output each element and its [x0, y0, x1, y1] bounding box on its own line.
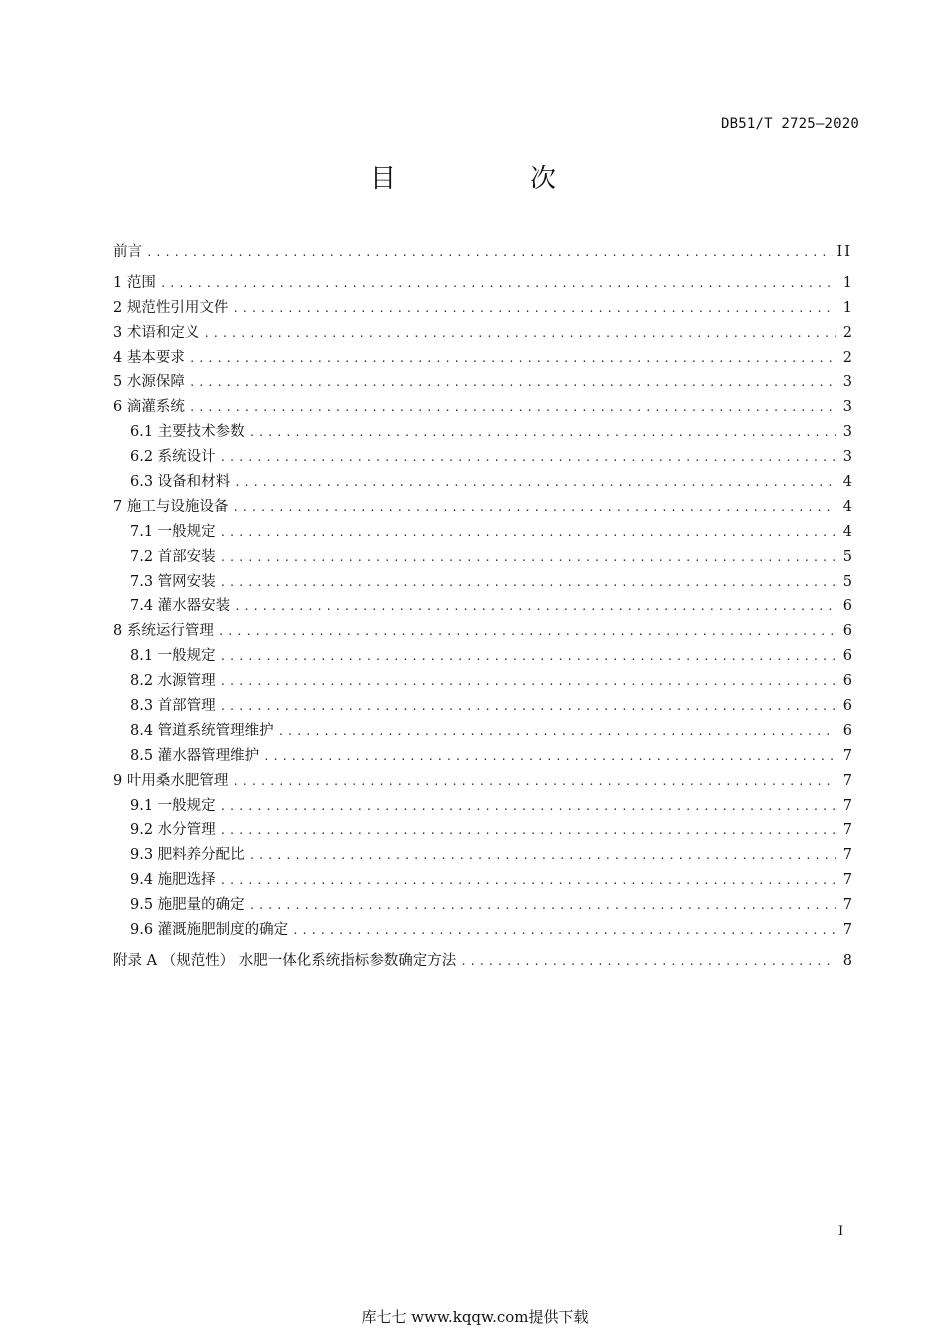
toc-dot-leader: [460, 950, 836, 975]
toc-entry-label: 9.5 施肥量的确定: [130, 897, 245, 914]
toc-dot-leader: [220, 695, 836, 720]
toc-entry-page: 6: [842, 623, 852, 640]
toc-entry-9-6[interactable]: [113, 918, 852, 943]
toc-entry-page: 7: [842, 922, 852, 939]
toc-entry-label: 6 滴灌系统: [113, 399, 185, 416]
toc-entry-label: 8.5 灌水器管理维护: [130, 747, 260, 764]
toc-entry-label: 附录 A （规范性） 水肥一体化系统指标参数确定方法: [113, 952, 457, 969]
toc-dot-leader: [189, 396, 836, 421]
toc-entry-page: 3: [842, 424, 852, 441]
toc-title: 目 次: [369, 164, 610, 194]
toc-dot-leader: [189, 371, 836, 396]
toc-entry-label: 9 叶用桑水肥管理: [113, 772, 229, 789]
toc-entry-page: 3: [842, 374, 852, 391]
toc-entry-9-2[interactable]: [113, 818, 852, 843]
toc-entry-label: 8.3 首部管理: [130, 698, 216, 715]
toc-dot-leader: [249, 894, 836, 919]
toc-entry-label: 3 术语和定义: [113, 324, 200, 341]
toc-dot-leader: [249, 844, 836, 869]
toc-entry-page: 4: [842, 498, 852, 515]
toc-entry-label: 6.1 主要技术参数: [130, 424, 245, 441]
toc-entry-2[interactable]: [113, 296, 852, 321]
toc-entry-7-2[interactable]: [113, 545, 852, 570]
toc-entry-6-1[interactable]: [113, 420, 852, 445]
toc-dot-leader: [249, 421, 836, 446]
toc-entry-label: 前言: [113, 244, 142, 260]
toc-entry-8-2[interactable]: [113, 669, 852, 694]
toc-entry-page: 7: [842, 822, 852, 839]
toc-entry-6-2[interactable]: [113, 445, 852, 470]
toc-dot-leader: [220, 670, 836, 695]
toc-entry-page: 5: [842, 573, 852, 590]
toc-dot-leader: [263, 745, 836, 770]
toc-entry-9-1[interactable]: [113, 794, 852, 819]
toc-entry-page: 7: [842, 847, 852, 864]
toc-dot-leader: [234, 471, 836, 496]
toc-entry-9[interactable]: [113, 769, 852, 794]
page-number: I: [838, 1224, 844, 1239]
toc-dot-leader: [220, 446, 836, 471]
toc-entry-label: 7.4 灌水器安装: [130, 598, 231, 615]
toc-entry-page: 4: [842, 523, 852, 540]
toc-entry-label: 6.3 设备和材料: [130, 474, 231, 491]
toc-entry-label: 8.2 水源管理: [130, 673, 216, 690]
toc-entry-8-1[interactable]: [113, 644, 852, 669]
toc-dot-leader: [146, 241, 833, 266]
toc-entry-page: 1: [842, 299, 852, 316]
toc-entry-foreword[interactable]: [113, 240, 852, 265]
toc-entry-page: 1: [842, 274, 852, 291]
toc-dot-leader: [232, 496, 836, 521]
toc-entry-page: 7: [842, 797, 852, 814]
toc-dot-leader: [292, 919, 836, 944]
toc-entry-appendix-a[interactable]: [113, 949, 852, 974]
toc-entry-5[interactable]: [113, 370, 852, 395]
toc-dot-leader: [220, 645, 836, 670]
toc-entry-7-3[interactable]: [113, 570, 852, 595]
toc-entry-page: 2: [842, 324, 852, 341]
toc-entry-7[interactable]: [113, 495, 852, 520]
toc-dot-leader: [220, 521, 836, 546]
toc-entry-page: 2: [842, 349, 852, 366]
toc-entry-page: 3: [842, 449, 852, 466]
toc-entry-page: 6: [842, 698, 852, 715]
toc-entry-8[interactable]: [113, 619, 852, 644]
toc-entry-8-5[interactable]: [113, 744, 852, 769]
toc-entry-page: 5: [842, 548, 852, 565]
toc-entry-6-3[interactable]: [113, 470, 852, 495]
toc-entry-label: 8.1 一般规定: [130, 648, 216, 665]
toc-entry-page: 3: [842, 399, 852, 416]
toc-entry-label: 1 范围: [113, 274, 156, 291]
toc-entry-label: 9.1 一般规定: [130, 797, 216, 814]
toc-entry-page: 6: [842, 598, 852, 615]
toc-dot-leader: [220, 795, 836, 820]
toc-entry-8-3[interactable]: [113, 694, 852, 719]
toc-entry-page: 6: [842, 722, 852, 739]
toc-dot-leader: [220, 546, 836, 571]
toc-dot-leader: [232, 770, 836, 795]
download-source-note: 库七七 www.kqqw.com提供下载: [361, 1308, 589, 1326]
toc-dot-leader: [189, 347, 836, 372]
toc-entry-label: 9.2 水分管理: [130, 822, 216, 839]
toc-entry-3[interactable]: [113, 321, 852, 346]
toc-entry-7-1[interactable]: [113, 520, 852, 545]
toc-entry-8-4[interactable]: [113, 719, 852, 744]
toc-entry-label: 9.3 肥料养分配比: [130, 847, 245, 864]
toc-entry-label: 2 规范性引用文件: [113, 299, 229, 316]
toc-entry-page: 4: [842, 474, 852, 491]
toc-entry-label: 7.2 首部安装: [130, 548, 216, 565]
toc-entry-label: 5 水源保障: [113, 374, 185, 391]
toc-entry-page: 7: [842, 747, 852, 764]
toc-dot-leader: [232, 297, 836, 322]
toc-entry-label: 8.4 管道系统管理维护: [130, 722, 274, 739]
toc-entry-9-5[interactable]: [113, 893, 852, 918]
toc-dot-leader: [220, 571, 836, 596]
toc-entry-label: 7 施工与设施设备: [113, 498, 229, 515]
toc-entry-9-3[interactable]: [113, 843, 852, 868]
toc-entry-label: 9.6 灌溉施肥制度的确定: [130, 922, 289, 939]
toc-dot-leader: [234, 595, 836, 620]
toc-entry-label: 6.2 系统设计: [130, 449, 216, 466]
toc-entry-1[interactable]: [113, 271, 852, 296]
toc-entry-label: 9.4 施肥选择: [130, 872, 216, 889]
toc-entry-label: 8 系统运行管理: [113, 623, 214, 640]
toc-dot-leader: [218, 620, 836, 645]
toc-entry-7-4[interactable]: [113, 594, 852, 619]
toc-entry-page: II: [836, 244, 852, 260]
toc-dot-leader: [160, 272, 836, 297]
toc-entry-page: 7: [842, 897, 852, 914]
standard-number: DB51/T 2725—2020: [720, 116, 859, 132]
table-of-contents: [113, 240, 852, 974]
toc-entry-page: 8: [842, 952, 852, 969]
toc-dot-leader: [220, 869, 836, 894]
toc-dot-leader: [278, 720, 836, 745]
toc-entry-page: 6: [842, 648, 852, 665]
toc-dot-leader: [220, 819, 836, 844]
toc-dot-leader: [203, 322, 836, 347]
toc-entry-page: 7: [842, 872, 852, 889]
toc-entry-9-4[interactable]: [113, 868, 852, 893]
toc-entry-page: 7: [842, 772, 852, 789]
toc-entry-page: 6: [842, 673, 852, 690]
toc-entry-label: 4 基本要求: [113, 349, 185, 366]
toc-entry-label: 7.3 管网安装: [130, 573, 216, 590]
toc-entry-label: 7.1 一般规定: [130, 523, 216, 540]
toc-entry-4[interactable]: [113, 346, 852, 371]
toc-entry-6[interactable]: [113, 395, 852, 420]
